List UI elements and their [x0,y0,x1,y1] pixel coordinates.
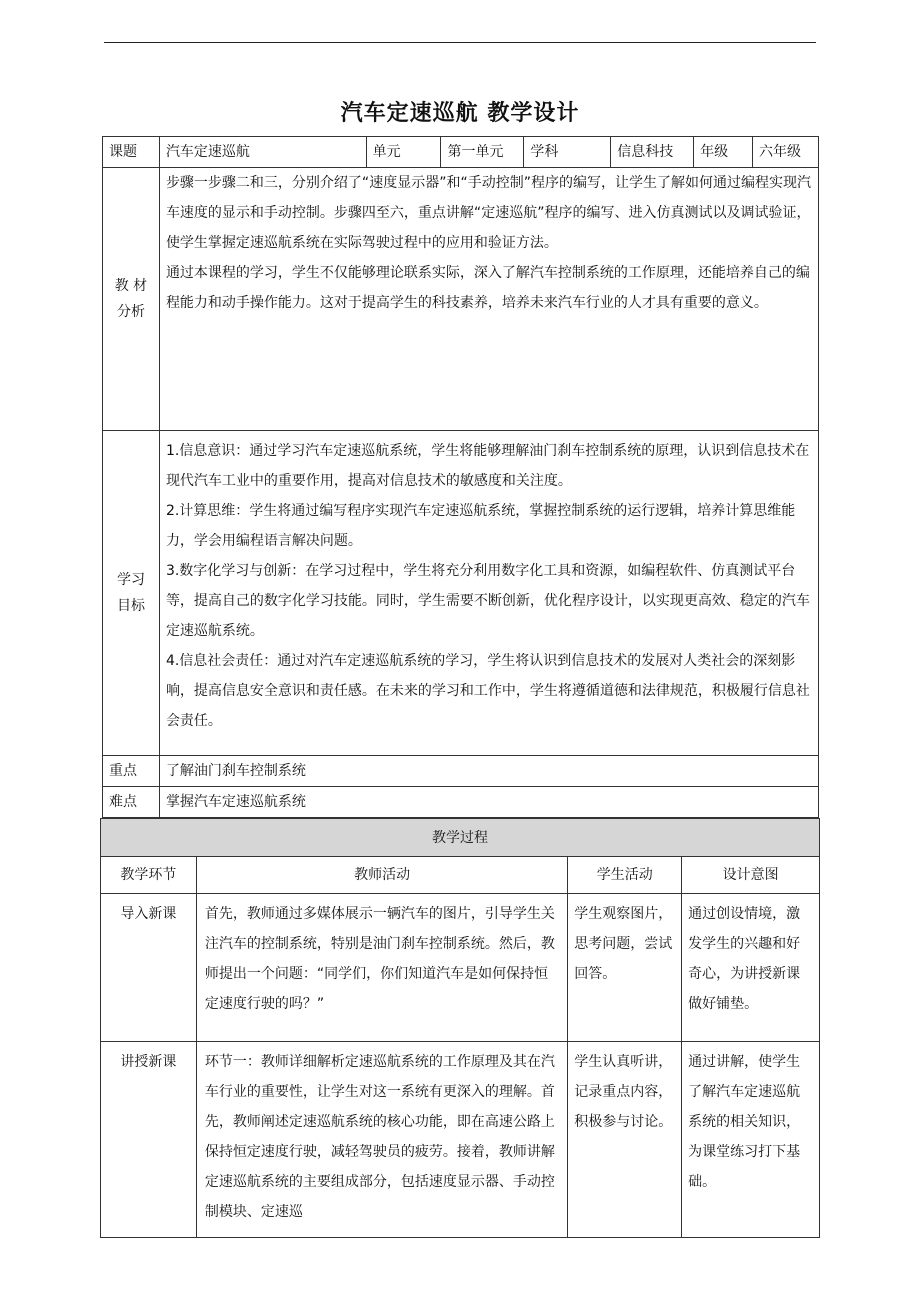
objectives-label [103,431,160,756]
key-point-row [103,756,819,787]
objective-item: 2.计算思维：学生将通过编写程序实现汽车定速巡航系统，掌握控制系统的运行逻辑，培养计算思维能力，学会用编程语言解决问题。 [165,503,796,549]
subject-label: 学科 [524,137,611,168]
subject-value: 信息科技 [611,137,694,168]
material-label-line2: 分析 [116,304,145,320]
document-title: 汽车定速巡航 教学设计 [340,101,580,126]
material-paragraph-2: 通过本课程的学习，学生不仅能够理论联系实际，深入了解汽车控制系统的工作原理，还能培养自己的编程能力和动手操作能力。这对于提高学生的科技素养，培养未来汽车行业的人才具有重要的意义。 [165,265,810,311]
header-rule [104,42,816,43]
grade-value: 六年级 [753,137,819,168]
process-row [101,894,820,1042]
key-point-value: 了解油门刹车控制系统 [159,756,818,787]
student-activity-cell: 学生认真听讲，记录重点内容，积极参与讨论。 [568,1042,682,1238]
course-label: 课题 [103,137,160,168]
process-header-row [101,819,820,857]
material-label [103,168,160,431]
objective-item: 4.信息社会责任：通过对汽车定速巡航系统的学习，学生将认识到信息技术的发展对人类社会的深刻影响，提高信息安全意识和责任感。在未来的学习和工作中，学生将遵循道德和法律规范，积极履行信息社会责任。 [165,653,810,729]
student-activity-cell: 学生观察图片，思考问题，尝试回答。 [568,894,682,1042]
unit-label: 单元 [366,137,441,168]
process-columns-row [101,857,820,894]
column-header-stage: 教学环节 [101,857,197,894]
material-paragraph-1: 步骤一步骤二和三，分别介绍了“速度显示器”和“手动控制”程序的编写，让学生了解如何通过编程实现汽车速度的显示和手动控制。步骤四至六，重点讲解“定速巡航”程序的编写、进入仿真测试以及调试验证，使学生掌握定速巡航系统在实际驾驶过程中的应用和验证方法。 [165,175,811,251]
objective-item: 3.数字化学习与创新：在学习过程中，学生将充分利用数字化工具和资源，如编程软件、仿真测试平台等，提高自己的数字化学习技能。同时，学生需要不断创新，优化程序设计，以实现更高效、稳定的汽车定速巡航系统。 [165,563,810,639]
key-point-label: 重点 [103,756,160,787]
teacher-activity-cell: 首先，教师通过多媒体展示一辆汽车的图片，引导学生关注汽车的控制系统，特别是油门刹车控制系统。然后，教师提出一个问题：“同学们，你们知道汽车是如何保持恒定速度行驶的吗？” [196,894,567,1042]
difficulty-value: 掌握汽车定速巡航系统 [159,787,818,818]
stage-cell: 讲授新课 [101,1042,197,1238]
objectives-row [103,431,819,756]
course-info-table [102,136,819,818]
objectives-label-line1: 学习 [116,572,145,588]
design-intent-cell: 通过讲解，使学生了解汽车定速巡航系统的相关知识，为课堂练习打下基础。 [682,1042,820,1238]
material-row [103,168,819,431]
unit-value: 第一单元 [441,137,524,168]
design-intent-cell: 通过创设情境，激发学生的兴趣和好奇心，为讲授新课做好铺垫。 [682,894,820,1042]
column-header-teacher: 教师活动 [196,857,567,894]
grade-label: 年级 [694,137,753,168]
material-label-line1: 教 材 [114,278,148,294]
teacher-activity-cell: 环节一：教师详细解析定速巡航系统的工作原理及其在汽车行业的重要性，让学生对这一系统有更深入的理解。首先，教师阐述定速巡航系统的核心功能，即在高速公路上保持恒定速度行驶，减轻驾驶员的疲劳。接着，教师讲解定速巡航系统的主要组成部分，包括速度显示器、手动控制模块、定速巡 [196,1042,567,1238]
course-value: 汽车定速巡航 [159,137,366,168]
objective-item: 1.信息意识：通过学习汽车定速巡航系统，学生将能够理解油门刹车控制系统的原理，认识到信息技术在现代汽车工业中的重要作用，提高对信息技术的敏感度和关注度。 [165,443,810,489]
objectives-label-line2: 目标 [116,598,145,614]
stage-cell: 导入新课 [101,894,197,1042]
difficulty-row [103,787,819,818]
process-header: 教学过程 [101,819,820,857]
process-row [101,1042,820,1238]
objectives-content [159,431,818,756]
column-header-intent: 设计意图 [682,857,820,894]
column-header-student: 学生活动 [568,857,682,894]
info-row [103,137,819,168]
teaching-process-table [100,818,820,1238]
difficulty-label: 难点 [103,787,160,818]
material-content [159,168,818,431]
